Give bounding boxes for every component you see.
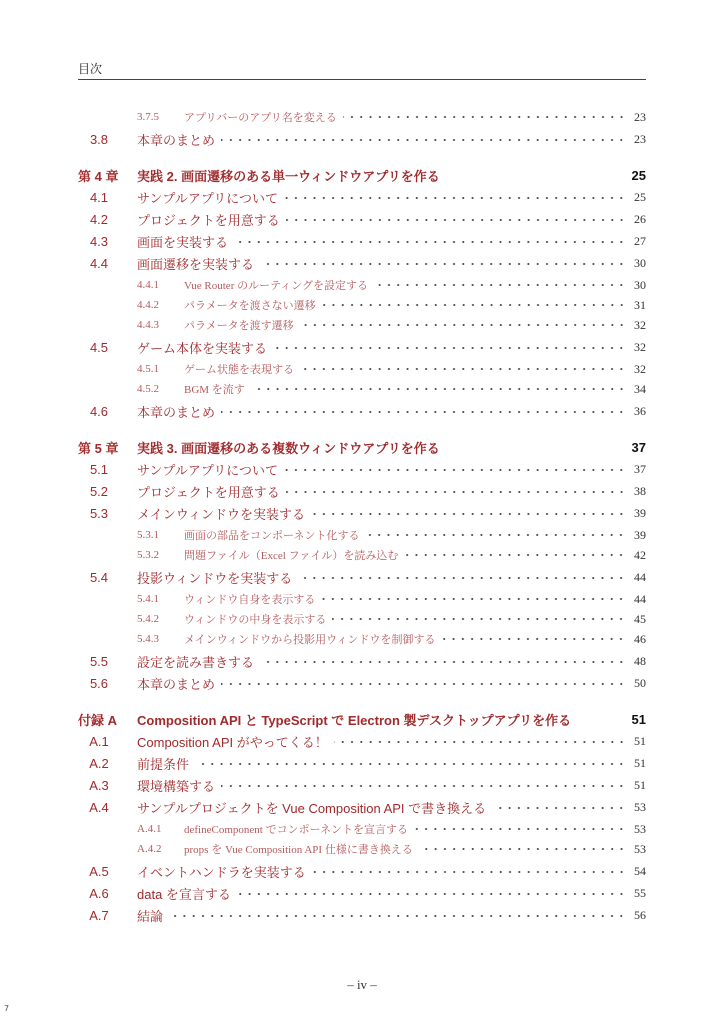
- entry-page: 26: [634, 211, 646, 226]
- entry-title: プロジェクトを用意する: [137, 484, 280, 500]
- dot-leader: [221, 782, 626, 790]
- dot-leader: [234, 238, 626, 246]
- entry-title: 画面の部品をコンポーネント化する: [184, 530, 360, 542]
- entry-number: A.5: [89, 863, 109, 879]
- entry-page: 37: [631, 439, 646, 455]
- running-header: 目次: [78, 62, 103, 76]
- entry-page: 42: [634, 547, 646, 562]
- entry-page: 44: [634, 569, 646, 584]
- entry-number: 付録 A: [78, 712, 118, 728]
- corner-number: 7: [4, 1004, 10, 1013]
- entry-number: 第 4 章: [78, 168, 119, 184]
- entry-page: 44: [634, 591, 646, 606]
- toc-entry-sec[interactable]: [78, 336, 646, 358]
- entry-page: 23: [634, 109, 646, 124]
- dot-leader: [365, 531, 626, 539]
- entry-page: 50: [634, 675, 646, 690]
- entry-number: 4.3: [89, 233, 109, 249]
- entry-title: パラメータを渡さない遷移: [184, 300, 316, 312]
- entry-page: 30: [634, 255, 646, 270]
- entry-number: 4.6: [89, 403, 109, 419]
- entry-title: メインウィンドウを実装する: [137, 506, 305, 522]
- entry-page: 32: [634, 317, 646, 332]
- entry-number: 5.4.2: [137, 613, 159, 625]
- entry-number: 4.5: [89, 339, 109, 355]
- entry-page: 39: [634, 527, 646, 542]
- entry-page: 54: [634, 863, 646, 878]
- entry-title: サンプルアプリについて: [137, 190, 279, 206]
- header-rule: [78, 79, 646, 80]
- toc-entry-sec[interactable]: [78, 752, 646, 774]
- entry-title: ウィンドウ自身を表示する: [184, 594, 316, 606]
- toc-entry-sub[interactable]: [78, 525, 646, 545]
- entry-number: 5.1: [89, 461, 109, 477]
- entry-title: ゲーム状態を表現する: [184, 364, 294, 376]
- entry-number: 5.4.1: [137, 593, 159, 605]
- dot-leader: [298, 574, 626, 582]
- entry-number: 3.8: [89, 131, 109, 147]
- entry-page: 25: [631, 167, 646, 183]
- entry-number: A.4: [89, 799, 109, 815]
- toc-entry-chap[interactable]: [78, 708, 646, 730]
- entry-title: ゲーム本体を実装する: [137, 340, 268, 356]
- entry-page: 39: [634, 505, 646, 520]
- entry-title: 問題ファイル（Excel ファイル）を読み込む: [184, 550, 399, 562]
- entry-title: Composition API がやってくる！: [137, 734, 328, 750]
- entry-number: A.2: [89, 755, 109, 771]
- entry-number: A.1: [89, 733, 109, 749]
- entry-title: プロジェクトを用意する: [137, 212, 280, 228]
- toc-entry-sub[interactable]: [78, 359, 646, 379]
- entry-page: 31: [634, 297, 646, 312]
- entry-title: 本章のまとめ: [137, 404, 216, 420]
- toc-entry-sec[interactable]: [78, 796, 646, 818]
- entry-number: A.7: [89, 907, 109, 923]
- toc-entry-sec[interactable]: [78, 458, 646, 480]
- entry-page: 45: [634, 611, 646, 626]
- dot-leader: [312, 868, 626, 876]
- entry-page: 55: [634, 885, 646, 900]
- entry-page: 25: [634, 189, 646, 204]
- toc-entry-sec[interactable]: [78, 502, 646, 524]
- entry-number: 5.5: [89, 653, 109, 669]
- entry-title: サンプルプロジェクトを Vue Composition API で書き換える: [137, 800, 487, 816]
- entry-number: 4.1: [89, 189, 109, 205]
- entry-title: props を Vue Composition API 仕様に書き換える: [184, 844, 413, 856]
- entry-number: A.4.1: [137, 823, 162, 835]
- dot-leader: [343, 113, 626, 121]
- entry-title: パラメータを渡す遷移: [184, 320, 294, 332]
- toc-entry-sub[interactable]: [78, 379, 646, 399]
- entry-number: 5.3.2: [137, 549, 159, 561]
- entry-title: 実践 2. 画面遷移のある単一ウィンドウアプリを作る: [137, 168, 440, 184]
- dot-leader: [404, 551, 626, 559]
- entry-page: 32: [634, 361, 646, 376]
- dot-leader: [311, 510, 626, 518]
- entry-title: 投影ウィンドウを実装する: [137, 570, 293, 586]
- toc-entry-sec[interactable]: [78, 208, 646, 230]
- dot-leader: [169, 912, 626, 920]
- toc-entry-sec[interactable]: [78, 230, 646, 252]
- entry-number: 4.4.1: [137, 279, 159, 291]
- toc-entry-sub[interactable]: [78, 819, 646, 839]
- entry-page: 46: [634, 631, 646, 646]
- entry-title: 画面遷移を実装する: [137, 256, 255, 272]
- entry-number: 4.2: [89, 211, 109, 227]
- toc-entry-sec[interactable]: [78, 480, 646, 502]
- entry-title: イベントハンドラを実装する: [137, 864, 306, 880]
- dot-leader: [260, 658, 626, 666]
- dot-leader: [284, 466, 626, 474]
- dot-leader: [374, 281, 626, 289]
- toc-entry-sub[interactable]: [78, 107, 646, 127]
- entry-number: 5.2: [89, 483, 109, 499]
- entry-page: 34: [634, 381, 646, 396]
- dot-leader: [221, 408, 626, 416]
- entry-page: 36: [634, 403, 646, 418]
- entry-title: defineComponent でコンポーネントを宣言する: [184, 824, 409, 836]
- entry-page: 51: [634, 733, 646, 748]
- toc-entry-sub[interactable]: [78, 295, 646, 315]
- dot-leader: [441, 635, 626, 643]
- dot-leader: [446, 172, 624, 180]
- entry-title: 結論: [137, 908, 164, 924]
- entry-title: ウィンドウの中身を表示する: [184, 614, 327, 626]
- toc-entry-sec[interactable]: [78, 904, 646, 926]
- entry-title: 画面を実装する: [137, 234, 229, 250]
- dot-leader: [237, 890, 626, 898]
- toc-entry-sub[interactable]: [78, 275, 646, 295]
- entry-number: 5.4: [89, 569, 109, 585]
- toc-entry-sec[interactable]: [78, 400, 646, 422]
- dot-leader: [286, 216, 626, 224]
- toc-entry-sec[interactable]: [78, 566, 646, 588]
- toc-entry-sec[interactable]: [78, 882, 646, 904]
- toc-entry-sub[interactable]: [78, 315, 646, 335]
- toc-entry-sec[interactable]: [78, 860, 646, 882]
- entry-number: 5.4.3: [137, 633, 159, 645]
- entry-page: 51: [634, 777, 646, 792]
- entry-number: 5.3: [89, 505, 109, 521]
- entry-title: data を宣言する: [137, 886, 231, 902]
- entry-number: 4.4.2: [137, 299, 159, 311]
- entry-title: 前提条件: [137, 756, 190, 772]
- dot-leader: [334, 738, 626, 746]
- dot-leader: [414, 825, 626, 833]
- entry-page: 37: [634, 461, 646, 476]
- entry-number: A.6: [89, 885, 109, 901]
- dot-leader: [251, 385, 626, 393]
- entry-number: 第 5 章: [78, 440, 119, 456]
- toc-entry-sub[interactable]: [78, 839, 646, 859]
- entry-page: 32: [634, 339, 646, 354]
- entry-title: BGM を流す: [184, 384, 245, 396]
- toc-entry-chap[interactable]: [78, 436, 646, 458]
- entry-page: 38: [634, 483, 646, 498]
- toc-entry-sec[interactable]: [78, 650, 646, 672]
- toc-entry-sec[interactable]: [78, 252, 646, 274]
- entry-number: 3.7.5: [137, 111, 159, 123]
- entry-page: 48: [634, 653, 646, 668]
- dot-leader: [577, 716, 623, 724]
- dot-leader: [273, 344, 626, 352]
- entry-page: 56: [634, 907, 646, 922]
- toc-entry-sub[interactable]: [78, 589, 646, 609]
- entry-title: 本章のまとめ: [137, 132, 216, 148]
- dot-leader: [221, 680, 626, 688]
- dot-leader: [446, 444, 624, 452]
- entry-title: メインウィンドウから投影用ウィンドウを制御する: [184, 634, 436, 646]
- dot-leader: [332, 615, 626, 623]
- entry-number: 5.3.1: [137, 529, 159, 541]
- entry-title: サンプルアプリについて: [137, 462, 279, 478]
- toc-entry-chap[interactable]: [78, 164, 646, 186]
- dot-leader: [286, 488, 626, 496]
- entry-title: 実践 3. 画面遷移のある複数ウィンドウアプリを作る: [137, 440, 440, 456]
- dot-leader: [284, 194, 626, 202]
- entry-title: 環境構築する: [137, 778, 216, 794]
- dot-leader: [221, 136, 626, 144]
- entry-page: 27: [634, 233, 646, 248]
- entry-page: 51: [631, 711, 646, 727]
- entry-page: 30: [634, 277, 646, 292]
- toc-entry-sec[interactable]: [78, 672, 646, 694]
- entry-number: 5.6: [89, 675, 109, 691]
- toc-entry-sec[interactable]: [78, 128, 646, 150]
- page-number: – iv –: [347, 977, 377, 992]
- toc-entry-sub[interactable]: [78, 545, 646, 565]
- toc-entry-sec[interactable]: [78, 774, 646, 796]
- entry-number: 4.5.2: [137, 383, 159, 395]
- entry-title: Composition API と TypeScript で Electron 製デスクトップアプリを作る: [137, 712, 572, 728]
- entry-title: Vue Router のルーティングを設定する: [184, 280, 369, 292]
- dot-leader: [322, 301, 626, 309]
- dot-leader: [195, 760, 626, 768]
- dot-leader: [300, 321, 626, 329]
- dot-leader: [260, 260, 626, 268]
- table-of-contents: [78, 107, 646, 926]
- entry-number: 4.4.3: [137, 319, 159, 331]
- dot-leader: [419, 845, 626, 853]
- entry-number: 4.5.1: [137, 363, 159, 375]
- entry-page: 53: [634, 841, 646, 856]
- entry-page: 51: [634, 755, 646, 770]
- toc-entry-sec[interactable]: [78, 730, 646, 752]
- entry-page: 53: [634, 821, 646, 836]
- toc-entry-sec[interactable]: [78, 186, 646, 208]
- entry-page: 53: [634, 799, 646, 814]
- dot-leader: [321, 595, 626, 603]
- entry-title: 本章のまとめ: [137, 676, 216, 692]
- dot-leader: [492, 804, 626, 812]
- entry-title: 設定を読み書きする: [137, 654, 255, 670]
- entry-number: A.4.2: [137, 843, 162, 855]
- dot-leader: [300, 365, 626, 373]
- entry-page: 23: [634, 131, 646, 146]
- entry-title: アプリバーのアプリ名を変える: [184, 112, 337, 124]
- entry-number: A.3: [89, 777, 109, 793]
- toc-entry-sub[interactable]: [78, 629, 646, 649]
- entry-number: 4.4: [89, 255, 109, 271]
- toc-entry-sub[interactable]: [78, 609, 646, 629]
